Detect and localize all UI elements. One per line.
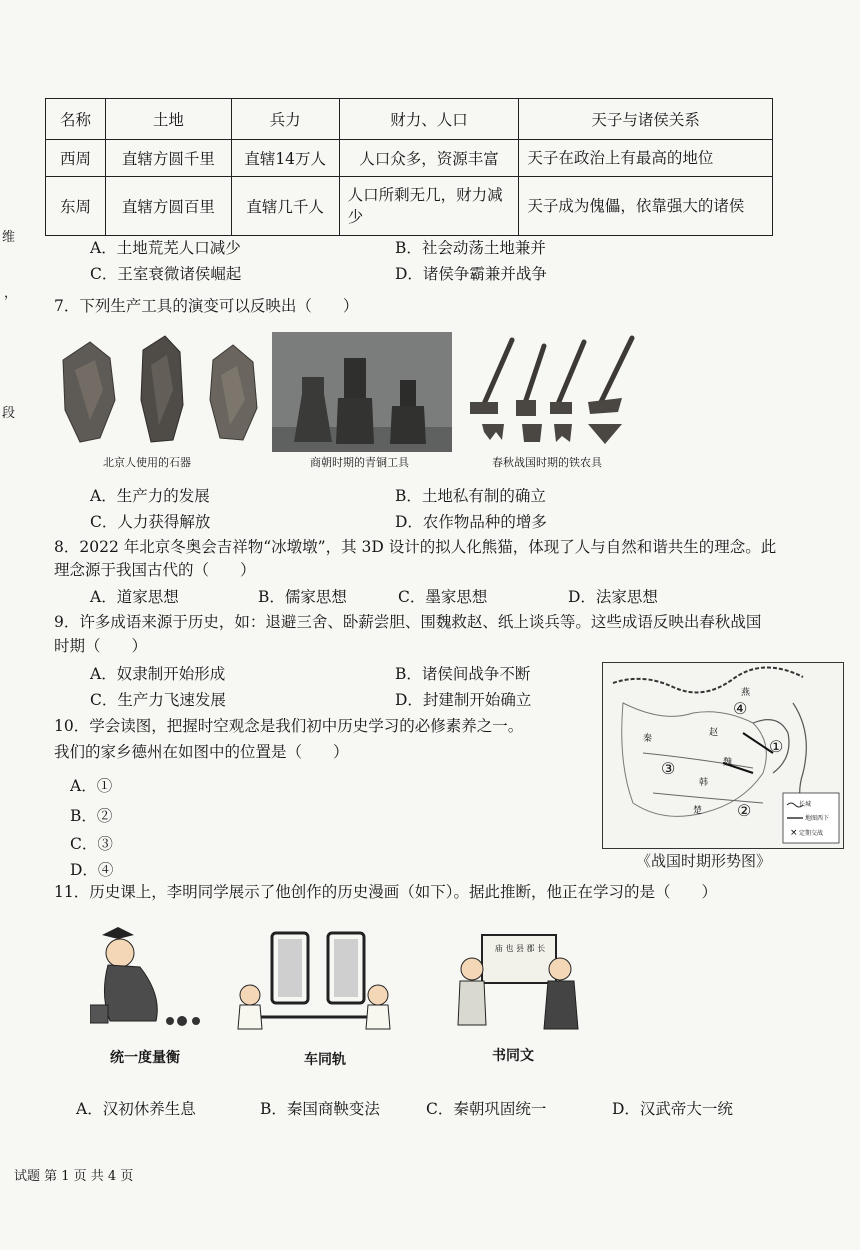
q8-option-b[interactable]: B．儒家思想 [258,588,347,606]
table-row [46,140,773,177]
bronze-tools-image [272,332,452,452]
q10-option-a[interactable]: A．① [70,777,113,795]
q7-option-d[interactable]: D．农作物品种的增多 [395,513,547,531]
q6-option-c[interactable]: C．王室衰微诸侯崛起 [90,265,242,283]
table-cell: 人口众多，资源丰富 [339,140,519,177]
table-header: 天子与诸侯关系 [519,99,773,140]
q10-option-c[interactable]: C．③ [70,835,113,853]
cartoon-unify-measures [90,925,220,1070]
q9-stem-line1: 9．许多成语来源于历史，如：退避三舍、卧薪尝胆、围魏救赵、纸上谈兵等。这些成语反映出春秋战国 [54,613,762,631]
cartoon-image [232,925,392,1035]
q7-option-c[interactable]: C．人力获得解放 [90,513,211,531]
q10-option-d[interactable]: D．④ [70,861,114,879]
q9-option-c[interactable]: C．生产力飞速发展 [90,691,226,709]
map-region-label: 魏 [723,758,733,768]
cartoon-caption: 统一度量衡 [110,1050,180,1066]
comparison-table [45,98,773,236]
q8-option-d[interactable]: D．法家思想 [568,588,658,606]
figure-caption: 春秋战国时期的铁农具 [492,456,602,469]
q10-stem-line1: 10．学会读图，把握时空观念是我们初中历史学习的必修素养之一。 [54,717,524,735]
q7-stem: 7．下列生产工具的演变可以反映出（ ） [54,297,359,315]
cartoon-caption: 书同文 [492,1048,534,1064]
cartoon-same-script [452,925,592,1070]
map-region-label: 赵 [709,728,719,738]
edge-mark: 段 [2,406,16,421]
cartoon-image [452,925,592,1033]
q11-option-d[interactable]: D．汉武帝大一统 [612,1100,733,1118]
q8-stem-line1: 8．2022 年北京冬奥会吉祥物“冰墩墩”，其 3D 设计的拟人化熊猫，体现了人与自然和谐共生的理念。此 [54,538,777,556]
figure-caption: 北京人使用的石器 [103,456,191,469]
q8-stem-line2: 理念源于我国古代的（ ） [54,561,256,579]
q8-option-a[interactable]: A．道家思想 [90,588,179,606]
table-cell: 直辖方圆百里 [105,177,231,236]
map-marker-3: ③ [661,759,676,778]
q6-option-a[interactable]: A．土地荒芜人口减少 [90,239,241,257]
warring-states-map [602,662,844,849]
q10-option-b[interactable]: B．② [70,807,113,825]
q11-option-a[interactable]: A．汉初休养生息 [76,1100,196,1118]
q7-option-a[interactable]: A．生产力的发展 [90,487,210,505]
table-cell: 直辖几千人 [231,177,339,236]
map-region-label: 楚 [693,806,703,816]
q11-option-b[interactable]: B．秦国商鞅变法 [260,1100,380,1118]
q9-option-b[interactable]: B．诸侯间战争不断 [395,665,531,683]
cartoon-caption: 车同轨 [304,1052,346,1068]
bronze-tools-figure [272,332,452,472]
q9-option-a[interactable]: A．奴隶制开始形成 [90,665,226,683]
q8-option-c[interactable]: C．墨家思想 [398,588,488,606]
cartoon-same-track [232,925,392,1070]
table-header: 兵力 [231,99,339,140]
table-header-row [46,99,773,140]
map-legend-item: 地图西下 [805,815,830,822]
table-cell: 天子成为傀儡，依靠强大的诸侯 [519,177,773,236]
map-legend-item: 定期交战 [799,830,824,837]
edge-mark: 维 [2,230,16,245]
table-header: 名称 [46,99,106,140]
table-header: 财力、人口 [339,99,519,140]
q11-stem: 11．历史课上，李明同学展示了他创作的历史漫画（如下）。据此推断，他正在学习的是（ ） [54,883,717,901]
map-region-label: 燕 [741,688,751,698]
q10-stem-line2: 我们的家乡德州在如图中的位置是（ ） [54,743,349,761]
map-marker-4: ④ [733,699,748,718]
stone-tools-figure [55,330,260,472]
iron-tools-image [462,332,642,452]
stone-tools-image [55,330,260,448]
page-footer: 试题 第 1 页 共 4 页 [14,1169,134,1184]
table-cell: 东周 [46,177,106,236]
table-row [46,177,773,236]
table-cell: 人口所剩无几，财力减少 [339,177,519,236]
map-caption: 《战国时期形势图》 [636,852,772,870]
q6-option-d[interactable]: D．诸侯争霸兼并战争 [395,265,547,283]
table-cell: 天子在政治上有最高的地位 [519,140,773,177]
sign-text: 庙 也 县 郡 长 [494,944,546,953]
iron-tools-figure [462,332,642,472]
q9-stem-line2: 时期（ ） [54,637,148,655]
map-region-label: 秦 [643,734,653,744]
table-cell: 西周 [46,140,106,177]
map-marker-2: ② [737,801,752,820]
table-cell: 直辖14万人 [231,140,339,177]
map-marker-1: ① [769,737,784,756]
map-legend-item: 长城 [799,801,812,808]
q6-option-b[interactable]: B．社会动荡土地兼并 [395,239,546,257]
q7-option-b[interactable]: B．土地私有制的确立 [395,487,546,505]
cartoon-image [90,925,210,1033]
svg-text:×: × [790,828,798,838]
edge-mark: ， [4,286,18,301]
q11-option-c[interactable]: C．秦朝巩固统一 [426,1100,547,1118]
table-cell: 直辖方圆千里 [105,140,231,177]
q9-option-d[interactable]: D．封建制开始确立 [395,691,532,709]
map-region-label: 韩 [699,778,709,788]
table-header: 土地 [105,99,231,140]
figure-caption: 商朝时期的青铜工具 [310,456,409,469]
